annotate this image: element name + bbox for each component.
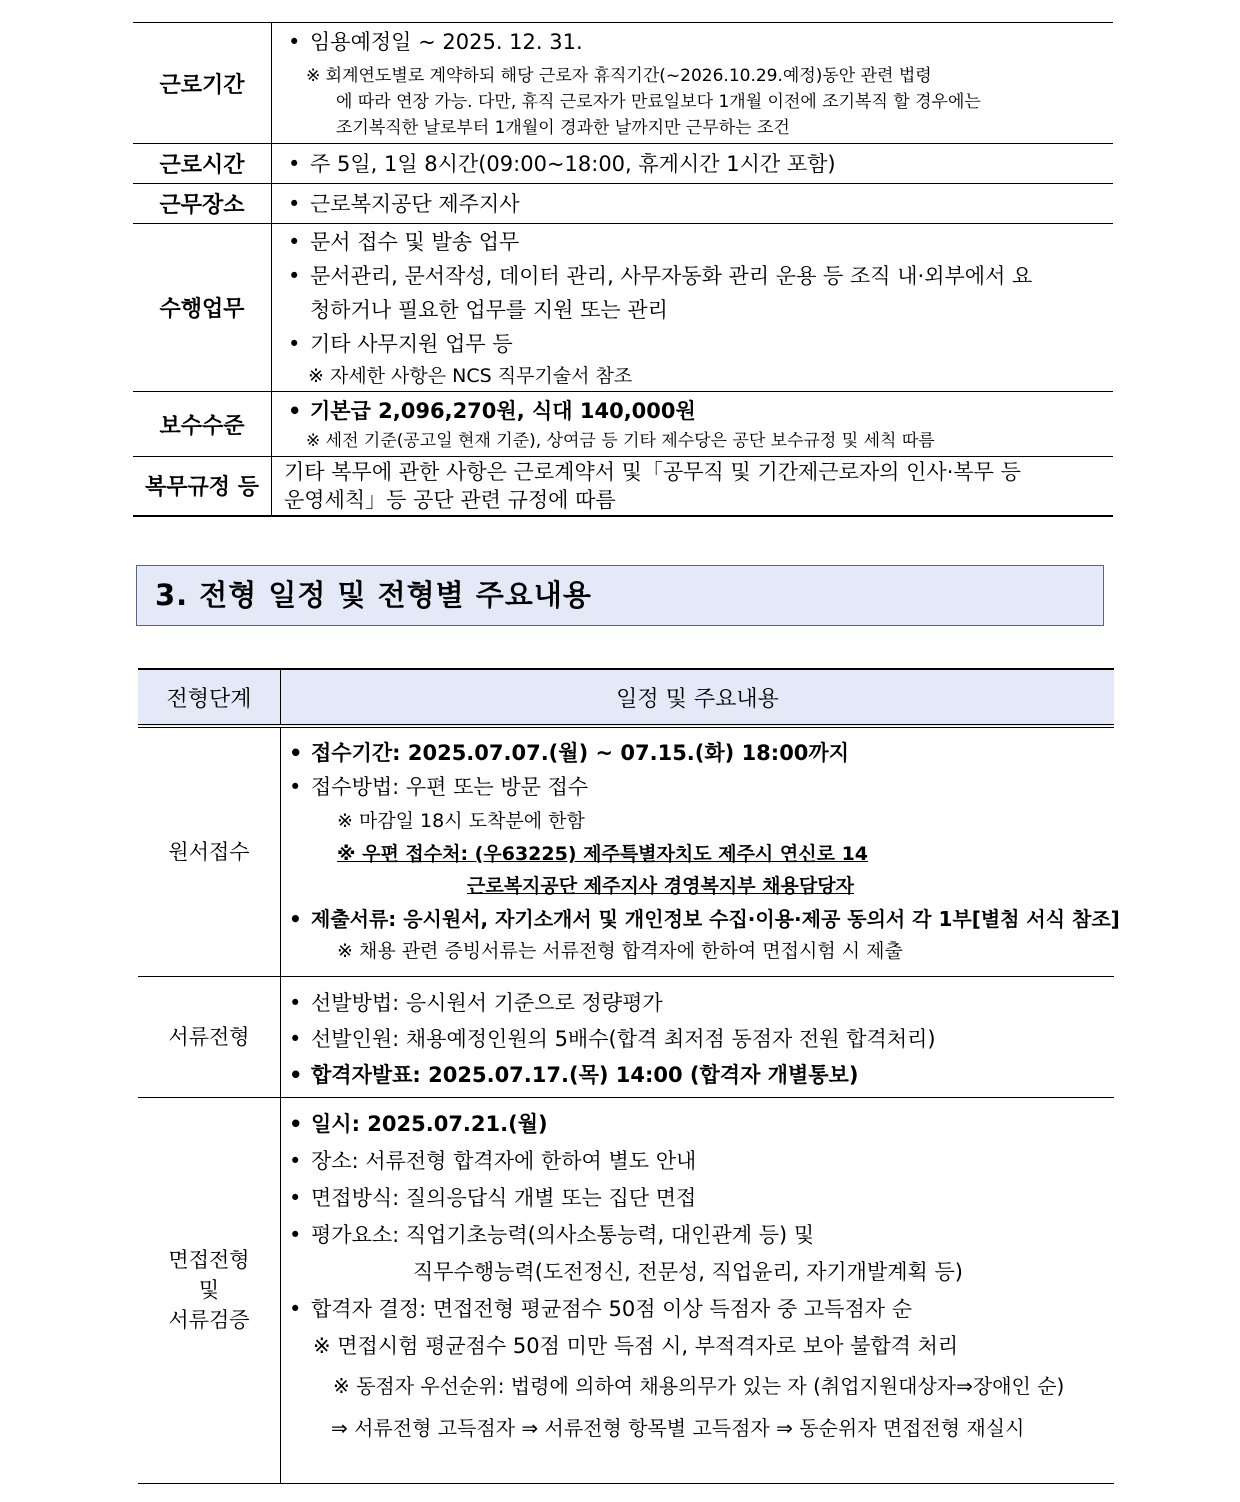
bullet-item: • 장소: 서류전형 합격자에 한하여 별도 안내 [289, 1148, 697, 1173]
bullet-item: • 제출서류: 응시원서, 자기소개서 및 개인정보 수집·이용·제공 동의서 각 1부[별첨 서식 참조] [289, 907, 1120, 931]
section-heading: 3. 전형 일정 및 전형별 주요내용 [136, 565, 1104, 626]
postal-address-line: ※ 우편 접수처: (우63225) 제주특별자치도 제주시 연신로 14 [337, 843, 869, 865]
bullet-item: • 선발방법: 응시원서 기준으로 정량평가 [289, 990, 663, 1015]
column-header-stage: 전형단계 [138, 669, 281, 726]
column-header-schedule: 일정 및 주요내용 [281, 669, 1115, 726]
note-line: ※ 채용 관련 증빙서류는 서류전형 합격자에 한하여 면접시험 시 제출 [337, 940, 903, 962]
label-work-hours: 근로시간 [133, 144, 272, 184]
note-line: ※ 세전 기준(공고일 현재 기준), 상여금 등 기타 제수당은 공단 보수규정 및 세칙 따름 [306, 431, 935, 451]
bullet-item: • 면접방식: 질의응답식 개별 또는 집단 면접 [289, 1185, 697, 1210]
note-line: ※ 회계연도별로 계약하되 해당 근로자 휴직기간(~2026.10.29.예정)동안 관련 법령 [306, 66, 932, 86]
bullet-item: • 선발인원: 채용예정인원의 5배수(합격 최저점 동점자 전원 합격처리) [289, 1026, 936, 1051]
bullet-item: • 평가요소: 직업기초능력(의사소통능력, 대인관계 등) 및 [289, 1222, 815, 1247]
bullet-item: • 문서 접수 및 발송 업무 [288, 229, 520, 254]
bullet-item: • 주 5일, 1일 8시간(09:00~18:00, 휴게시간 1시간 포함) [288, 151, 836, 176]
note-line: ※ 자세한 사항은 NCS 직무기술서 참조 [308, 364, 633, 387]
stage-line: 및 [198, 1278, 220, 1302]
stage-line: 면접전형 [168, 1248, 250, 1272]
note-line: ※ 동점자 우선순위: 법령에 의하여 채용의무가 있는 자 (취업지원대상자⇒장애인 순) [333, 1373, 1065, 1398]
bullet-item: • 합격자 결정: 면접전형 평균점수 50점 이상 득점자 중 고득점자 순 [289, 1296, 913, 1321]
text-line: 운영세칙」등 공단 관련 규정에 따름 [284, 487, 616, 512]
bullet-continuation: 청하거나 필요한 업무를 지원 또는 관리 [310, 297, 668, 322]
label-duties: 수행업무 [133, 224, 272, 392]
bullet-item: • 접수방법: 우편 또는 방문 접수 [289, 775, 589, 799]
bullet-continuation: 직무수행능력(도전정신, 전문성, 직업윤리, 자기개발계획 등) [413, 1259, 963, 1284]
bullet-item: • 접수기간: 2025.07.07.(월) ~ 07.15.(화) 18:00까지 [289, 741, 849, 765]
label-workplace: 근무장소 [133, 184, 272, 224]
text-line: 기타 복무에 관한 사항은 근로계약서 및「공무직 및 기간제근로자의 인사·복무 등 [284, 459, 1021, 484]
note-line: ※ 면접시험 평균점수 50점 미만 득점 시, 부적격자로 보아 불합격 처리 [313, 1333, 959, 1358]
note-line: ※ 마감일 18시 도착분에 한함 [337, 810, 585, 832]
label-service-rules: 복무규정 등 [133, 457, 272, 516]
bullet-item: • 문서관리, 문서작성, 데이터 관리, 사무자동화 관리 운용 등 조직 내·외부에서 요 [288, 263, 1033, 288]
label-salary: 보수수준 [133, 392, 272, 457]
note-line: 에 따라 연장 가능. 다만, 휴직 근로자가 만료일보다 1개월 이전에 조기복직 할 경우에는 [336, 92, 981, 112]
stage-interview [138, 1097, 281, 1483]
stage-line: 서류검증 [168, 1308, 250, 1332]
stage-document-screening: 서류전형 [138, 976, 281, 1097]
bullet-item: • 기본급 2,096,270원, 식대 140,000원 [288, 399, 696, 423]
bullet-item: • 근로복지공단 제주지사 [288, 191, 520, 216]
bullet-item: • 일시: 2025.07.21.(월) [289, 1111, 548, 1136]
stage-application: 원서접수 [138, 726, 281, 976]
employment-terms-table [133, 22, 1113, 517]
bullet-item: • 기타 사무지원 업무 등 [288, 331, 513, 356]
selection-schedule-table [138, 668, 1120, 1484]
bullet-item: • 임용예정일 ~ 2025. 12. 31. [288, 30, 583, 54]
postal-address-line: 근로복지공단 제주지사 경영복지부 채용담당자 [467, 875, 854, 897]
label-work-period: 근로기간 [133, 23, 272, 144]
note-line: ⇒ 서류전형 고득점자 ⇒ 서류전형 항목별 고득점자 ⇒ 동순위자 면접전형 재실시 [331, 1415, 1025, 1440]
note-line: 조기복직한 날로부터 1개월이 경과한 날까지만 근무하는 조건 [336, 118, 790, 138]
bullet-item: • 합격자발표: 2025.07.17.(목) 14:00 (합격자 개별통보) [289, 1062, 859, 1087]
